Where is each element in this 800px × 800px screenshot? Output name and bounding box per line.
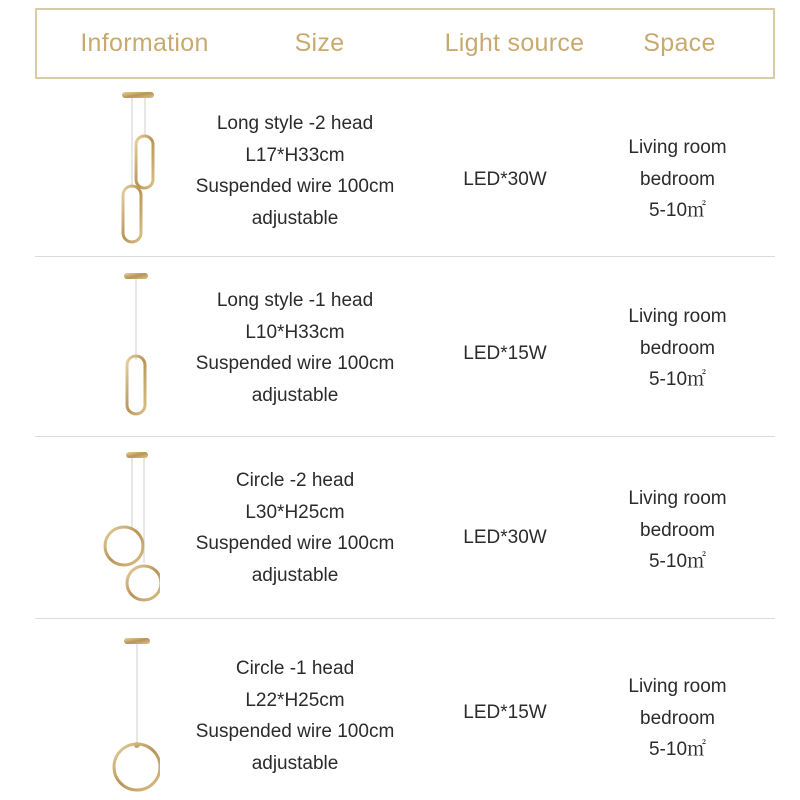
- two-oval-rings-pendant-lamp-image: [60, 88, 160, 248]
- space-description: Living room bedroom 5-10㎡: [628, 488, 727, 572]
- size-description: Long style -1 head L10*H33cm Suspended wire 100cm adjustable: [195, 290, 395, 406]
- header-information: Information: [80, 29, 209, 57]
- light-source-value: LED*30W: [463, 169, 547, 190]
- single-circle-ring-pendant-lamp-image: [60, 632, 160, 800]
- space-description: Living room bedroom 5-10㎡: [628, 676, 727, 760]
- header-size: Size: [294, 29, 345, 57]
- row-divider: [35, 618, 775, 619]
- light-source-value: LED*15W: [463, 343, 547, 364]
- light-source-value: LED*15W: [463, 702, 547, 723]
- table-header: [35, 8, 775, 79]
- size-description: Circle -2 head L30*H25cm Suspended wire 100cm adjustable: [195, 470, 395, 586]
- row-divider: [35, 436, 775, 437]
- space-description: Living room bedroom 5-10㎡: [628, 137, 727, 221]
- header-light-source: Light source: [444, 29, 585, 57]
- size-description: Circle -1 head L22*H25cm Suspended wire 100cm adjustable: [195, 658, 395, 774]
- row-divider: [35, 256, 775, 257]
- header-space: Space: [643, 29, 716, 57]
- light-source-value: LED*30W: [463, 527, 547, 548]
- single-oval-ring-pendant-lamp-image: [60, 268, 160, 428]
- space-description: Living room bedroom 5-10㎡: [628, 306, 727, 390]
- size-description: Long style -2 head L17*H33cm Suspended wire 100cm adjustable: [195, 113, 395, 229]
- two-circle-rings-pendant-lamp-image: [60, 448, 160, 608]
